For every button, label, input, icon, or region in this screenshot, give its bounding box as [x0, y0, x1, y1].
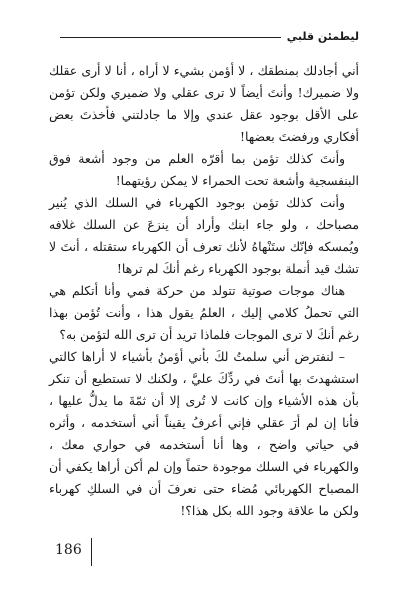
running-title: ليطمئن قلبي: [286, 29, 359, 43]
page-footer: [55, 538, 360, 566]
paragraph: أني أجادلك بمنطقك ، لا أؤمن بشيء لا أراه ، أنا لا أرى عقلك ولا ضميرك! وأنتَ أيضاً لا ترى عقلي ولا ضميري ولكن تؤمن على الأقل بوجود عقل عندي وإلا ما جادلتني فأخذتَ بعض أفكاري ورفضتَ بعضها!: [49, 63, 359, 144]
running-header: [60, 26, 359, 46]
paragraph: – لنفترض أني سلمتُ لكَ بأني أؤمنُ بأشياء لا أراها كالتي استشهدتَ بها أنتَ في ردِّكَ عليَّ ، ولكنك لا تستطيع أن تنكر بأن هذه الأشياء وإن كانت لا تُرى إلا أن ثمّةَ ما يدلُّ عليها ، فأنا إن لم أرَ عقلي فإني أعرفُ يقيناً أني أستخدمه ، وأثره في حياتي واضح ، وها أنا أستخدمه في حواري معك ، والكهرباء في السلك موجودة حتماً وإن لم أكن أراها يكفي أن المصباح الكهربائي مُضاء حتى نعرفَ أن في السلكِ كهرباء ولكن ما علاقة وجود الله بكل هذا؟!: [49, 349, 359, 518]
paragraph: وأنت كذلك تؤمن بوجود الكهرباء في السلك الذي يُنير مصباحك ، ولو جاء ابنك وأراد أن ينزعَ عن السلك غلافه ويُمسكه فإنّك ستَنْهاهُ لأنك تعرف أن الكهرباء ستقتله ، أنتَ لا تشك قيد أنملة بوجود الكهرباء رغم أنكَ لم ترها!: [49, 195, 359, 276]
paragraph: وأنتَ كذلك تؤمن بما أقرّه العلم من وجود أشعة فوق البنفسجية وأشعة تحت الحمراء لا يمكن رؤيتهما!: [49, 151, 359, 188]
header-rule: [60, 37, 281, 38]
page-number: 186: [55, 542, 82, 558]
body-text: [49, 60, 359, 522]
paragraph: هناك موجات صوتية تتولد من حركة فمي وأنا أتكلم هي التي تحملُ كلامي إليك ، العلمُ يقول هذا ، وأنت تُؤمن بهذا رغم أنكَ لا ترى الموجات فلماذا تريد أن ترى الله لتؤمن به؟: [49, 283, 359, 342]
footer-rule: [91, 538, 92, 566]
